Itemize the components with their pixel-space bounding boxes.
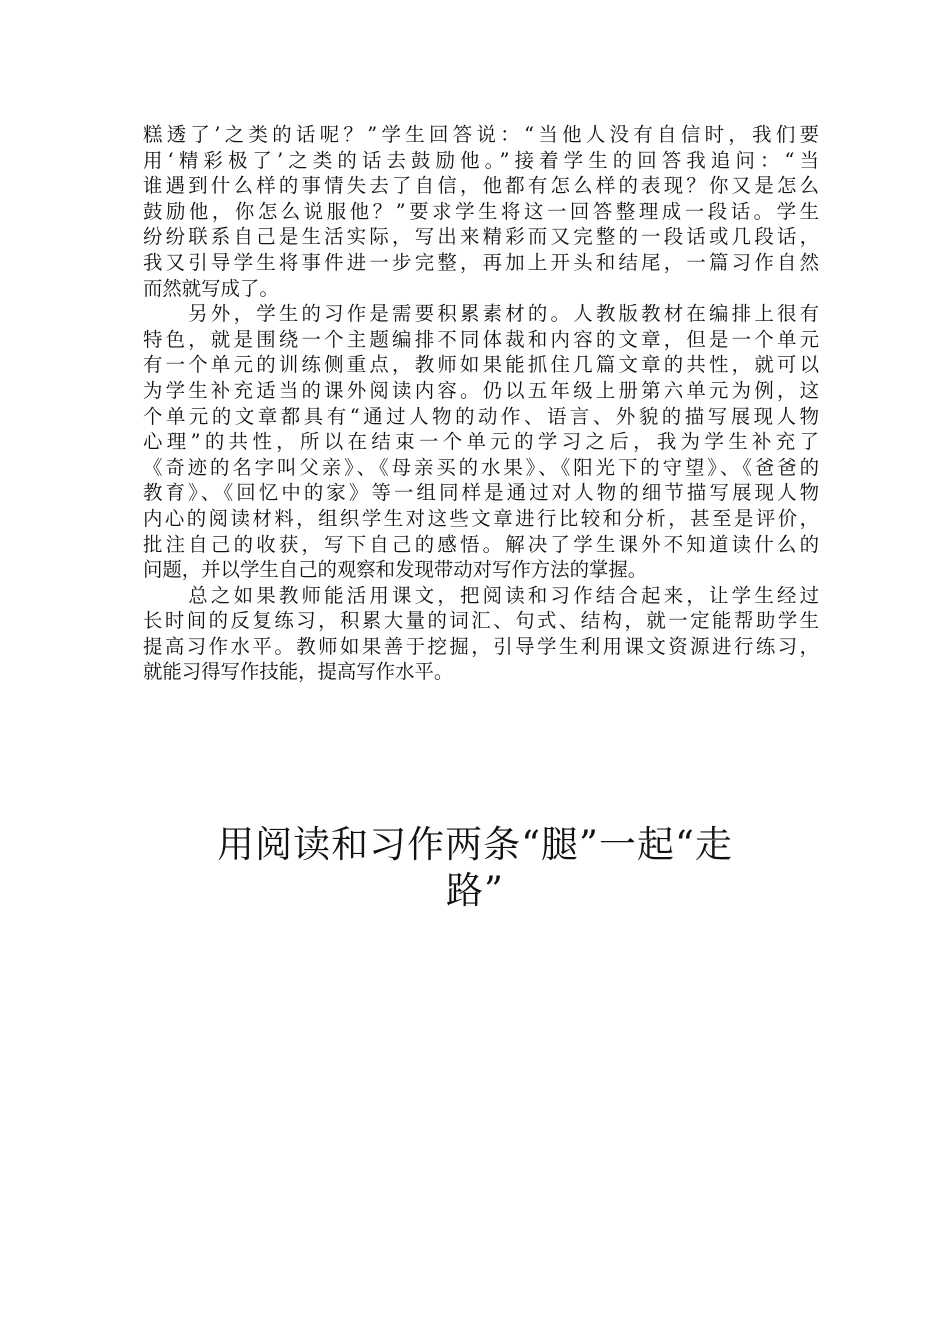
text-line: 鼓励他，你怎么说服他？”要求学生将这一回答整理成一段话。学生 [143,199,819,223]
text-line: 特色，就是围绕一个主题编排不同体裁和内容的文章，但是一个单元 [143,327,819,351]
body-text [143,122,819,685]
text-line: 我又引导学生将事件进一步完整，再加上开头和结尾，一篇习作自然 [143,250,819,274]
text-line: 个单元的文章都具有“通过人物的动作、语言、外貌的描写展现人物 [143,404,819,428]
text-line: 长时间的反复练习，积累大量的词汇、句式、结构，就一定能帮助学生 [143,609,819,633]
text-line: 《奇迹的名字叫父亲》、《母亲买的水果》、《阳光下的守望》、《爸爸的 [143,455,819,479]
text-line: 批注自己的收获，写下自己的感悟。解决了学生课外不知道读什么的 [143,532,819,556]
text-line: 教育》、《回忆中的家》等一组同样是通过对人物的细节描写展现人物 [143,481,819,505]
text-line: 而然就写成了。 [143,276,279,300]
text-line: 糕透了’之类的话呢？”学生回答说：“当他人没有自信时，我们要 [143,123,819,146]
article-title-line-1: 用阅读和习作两条“腿”一起“走 [217,823,733,866]
article-title [140,822,810,914]
text-line: 心理”的共性，所以在结束一个单元的学习之后，我为学生补充了 [143,430,819,454]
text-line: 有一个单元的训练侧重点，教师如果能抓住几篇文章的共性，就可以 [143,353,819,377]
text-line: 用‘精彩极了’之类的话去鼓励他。”接着学生的回答我追问：“当 [143,148,819,172]
text-line: 总之如果教师能活用课文，把阅读和习作结合起来，让学生经过 [143,583,819,607]
article-title-line-2: 路” [446,869,504,912]
text-line: 内心的阅读材料，组织学生对这些文章进行比较和分析，甚至是评价， [143,506,819,530]
text-line: 纷纷联系自己是生活实际，写出来精彩而又完整的一段话或几段话， [143,225,819,249]
text-line: 问题，并以学生自己的观察和发现带动对写作方法的掌握。 [143,558,648,582]
text-line: 提高习作水平。教师如果善于挖掘，引导学生利用课文资源进行练习， [143,634,819,658]
text-line: 为学生补充适当的课外阅读内容。仍以五年级上册第六单元为例，这 [143,378,819,402]
text-line: 就能习得写作技能，提高写作水平。 [143,660,454,684]
text-line: 谁遇到什么样的事情失去了自信，他都有怎么样的表现？你又是怎么 [143,174,819,198]
text-line: 另外，学生的习作是需要积累素材的。人教版教材在编排上很有 [143,302,819,326]
